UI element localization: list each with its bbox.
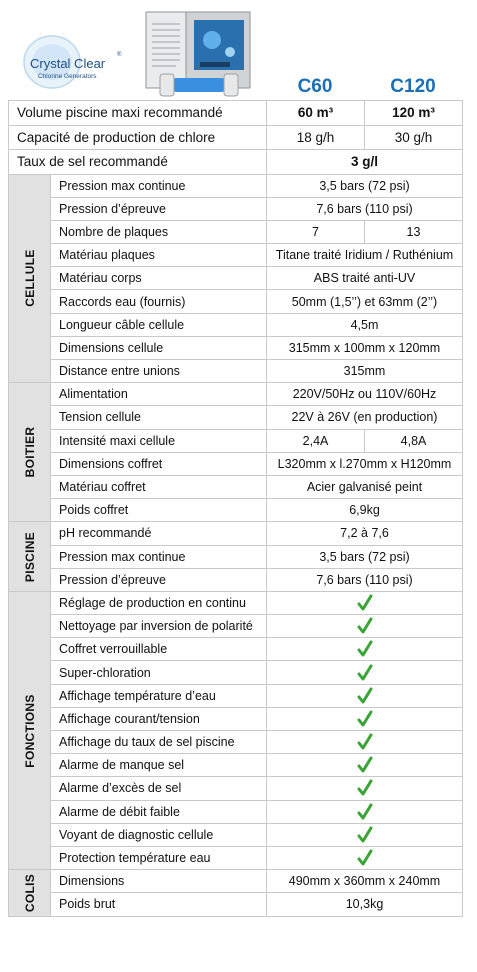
feature-check	[267, 754, 463, 777]
section-label-cell	[9, 174, 51, 383]
feature-check	[267, 731, 463, 754]
row-label: Alarme de débit faible	[51, 800, 267, 823]
row-label: Alimentation	[51, 383, 267, 406]
row-label: Capacité de production de chlore	[9, 125, 267, 150]
row-value: 7,6 bars (110 psi)	[267, 197, 463, 220]
row-value: Titane traité Iridium / Ruthénium	[267, 244, 463, 267]
row-label: Volume piscine maxi recommandé	[9, 101, 267, 126]
row-label: Tension cellule	[51, 406, 267, 429]
logo-subtitle: Chlorine Generators	[38, 73, 97, 80]
row-label: Alarme d’excès de sel	[51, 777, 267, 800]
table-row	[9, 591, 463, 614]
row-value-c60: 7	[267, 220, 365, 243]
row-label: Longueur câble cellule	[51, 313, 267, 336]
table-row	[9, 568, 463, 591]
table-row	[9, 731, 463, 754]
row-label: Pression max continue	[51, 545, 267, 568]
feature-check	[267, 638, 463, 661]
row-value: L320mm x l.270mm x H120mm	[267, 452, 463, 475]
row-label: Affichage température d’eau	[51, 684, 267, 707]
row-value-c60: 18 g/h	[267, 125, 365, 150]
row-value: 7,2 à 7,6	[267, 522, 463, 545]
row-label: Intensité maxi cellule	[51, 429, 267, 452]
row-label: Taux de sel recommandé	[9, 150, 267, 175]
table-row	[9, 754, 463, 777]
table-row	[9, 870, 463, 893]
feature-check	[267, 615, 463, 638]
row-label: Affichage courant/tension	[51, 707, 267, 730]
check-icon	[357, 687, 373, 705]
logo-registered: ®	[117, 52, 122, 58]
check-icon	[357, 826, 373, 844]
row-value-c120: 120 m³	[365, 101, 463, 126]
row-value-c120: 13	[365, 220, 463, 243]
row-value: 3 g/l	[267, 150, 463, 175]
table-row	[9, 707, 463, 730]
table-row	[9, 313, 463, 336]
feature-check	[267, 846, 463, 869]
table-row	[9, 406, 463, 429]
section-title: BOITIER	[22, 426, 37, 478]
table-row	[9, 452, 463, 475]
row-label: Poids coffret	[51, 499, 267, 522]
model-c60: C60	[297, 76, 333, 97]
check-icon	[357, 849, 373, 867]
table-row	[9, 499, 463, 522]
feature-check	[267, 684, 463, 707]
row-value: Acier galvanisé peint	[267, 475, 463, 498]
row-label: Voyant de diagnostic cellule	[51, 823, 267, 846]
table-row	[9, 150, 463, 175]
row-label: Alarme de manque sel	[51, 754, 267, 777]
table-row	[9, 336, 463, 359]
row-label: Protection température eau	[51, 846, 267, 869]
check-icon	[357, 733, 373, 751]
table-row	[9, 174, 463, 197]
table-row	[9, 800, 463, 823]
table-row	[9, 360, 463, 383]
section-label-cell	[9, 383, 51, 522]
row-label: Nombre de plaques	[51, 220, 267, 243]
feature-check	[267, 661, 463, 684]
row-value-c60: 2,4A	[267, 429, 365, 452]
table-row	[9, 846, 463, 869]
row-label: Pression d’épreuve	[51, 568, 267, 591]
row-value: 10,3kg	[267, 893, 463, 916]
check-icon	[357, 803, 373, 821]
table-row	[9, 823, 463, 846]
section-title: COLIS	[22, 873, 37, 912]
model-c120: C120	[390, 76, 436, 97]
row-value-c120: 30 g/h	[365, 125, 463, 150]
table-row	[9, 125, 463, 150]
feature-check	[267, 591, 463, 614]
row-value: 315mm x 100mm x 120mm	[267, 336, 463, 359]
check-icon	[357, 617, 373, 635]
crystal-clear-logo	[22, 34, 130, 90]
row-value-c120: 4,8A	[365, 429, 463, 452]
row-label: Poids brut	[51, 893, 267, 916]
row-value: 3,5 bars (72 psi)	[267, 174, 463, 197]
row-value-c60: 60 m³	[267, 101, 365, 126]
feature-check	[267, 777, 463, 800]
table-row	[9, 290, 463, 313]
feature-check	[267, 823, 463, 846]
row-label: Matériau corps	[51, 267, 267, 290]
row-value: ABS traité anti-UV	[267, 267, 463, 290]
spec-table	[8, 100, 463, 917]
section-label-cell	[9, 870, 51, 916]
section-label-cell	[9, 591, 51, 869]
table-row	[9, 220, 463, 243]
row-value: 490mm x 360mm x 240mm	[267, 870, 463, 893]
table-row	[9, 661, 463, 684]
row-label: Dimensions coffret	[51, 452, 267, 475]
check-icon	[357, 779, 373, 797]
row-value: 220V/50Hz ou 110V/60Hz	[267, 383, 463, 406]
table-row	[9, 244, 463, 267]
table-row	[9, 522, 463, 545]
device-image	[140, 10, 258, 102]
row-value: 6,9kg	[267, 499, 463, 522]
feature-check	[267, 707, 463, 730]
table-row	[9, 197, 463, 220]
feature-check	[267, 800, 463, 823]
row-value: 22V à 26V (en production)	[267, 406, 463, 429]
row-label: Réglage de production en continu	[51, 591, 267, 614]
table-row	[9, 383, 463, 406]
table-row	[9, 429, 463, 452]
row-value: 7,6 bars (110 psi)	[267, 568, 463, 591]
row-label: Nettoyage par inversion de polarité	[51, 615, 267, 638]
table-row	[9, 475, 463, 498]
row-label: Matériau plaques	[51, 244, 267, 267]
row-label: Super-chloration	[51, 661, 267, 684]
check-icon	[357, 664, 373, 682]
table-row	[9, 267, 463, 290]
check-icon	[357, 710, 373, 728]
section-title: FONCTIONS	[22, 693, 37, 768]
row-value: 4,5m	[267, 313, 463, 336]
table-row	[9, 101, 463, 126]
row-label: Raccords eau (fournis)	[51, 290, 267, 313]
model-header	[266, 74, 462, 100]
row-label: Matériau coffret	[51, 475, 267, 498]
section-title: CELLULE	[22, 249, 37, 308]
check-icon	[357, 640, 373, 658]
check-icon	[357, 756, 373, 774]
row-label: Affichage du taux de sel piscine	[51, 731, 267, 754]
table-row	[9, 777, 463, 800]
section-title: PISCINE	[22, 531, 37, 582]
row-value: 50mm (1,5’’) et 63mm (2’’)	[267, 290, 463, 313]
section-label-cell	[9, 522, 51, 592]
table-row	[9, 893, 463, 916]
row-label: Dimensions	[51, 870, 267, 893]
row-value: 3,5 bars (72 psi)	[267, 545, 463, 568]
logo-text: Crystal Clear	[30, 56, 106, 71]
row-label: Dimensions cellule	[51, 336, 267, 359]
table-row	[9, 615, 463, 638]
table-row	[9, 545, 463, 568]
row-label: Distance entre unions	[51, 360, 267, 383]
row-label: Coffret verrouillable	[51, 638, 267, 661]
row-label: Pression max continue	[51, 174, 267, 197]
table-row	[9, 684, 463, 707]
row-label: pH recommandé	[51, 522, 267, 545]
check-icon	[357, 594, 373, 612]
row-value: 315mm	[267, 360, 463, 383]
header	[0, 0, 477, 100]
row-label: Pression d’épreuve	[51, 197, 267, 220]
table-row	[9, 638, 463, 661]
